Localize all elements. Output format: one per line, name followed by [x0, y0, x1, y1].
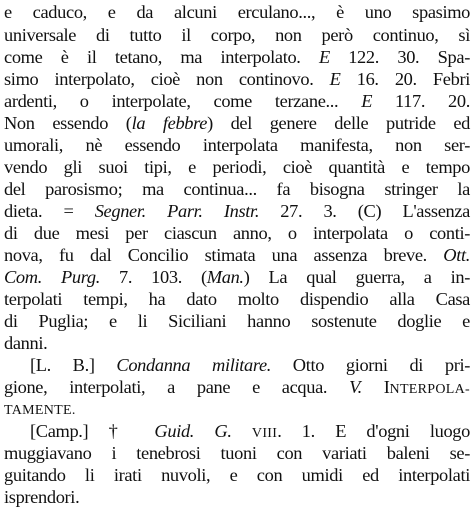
text-line: simo interpolato, cioè non continovo. E 16. 20. Febri — [4, 69, 470, 89]
roman-numeral: VIII — [251, 426, 278, 441]
text-line: Non essendo (la febbre) del genere delle putride ed — [4, 113, 470, 133]
text-line: danni. — [4, 333, 48, 353]
citation-source: Man. — [206, 267, 244, 287]
text-line: gione, interpolati, a pane e acqua. V. INTERPOLA- — [4, 377, 471, 397]
citation-source: Com. Purg. — [4, 267, 100, 287]
text-line: universale di tutto il corpo, non però continuo, sì — [4, 25, 470, 45]
text-line — [4, 397, 76, 420]
text-line: come è il tetano, ma interpolato. E 122. 30. Spa- — [4, 47, 470, 67]
text-line: Com. Purg. 7. 103. (Man.) La qual guerra, a in- — [4, 267, 470, 287]
text-line: dieta. = Segner. Parr. Instr. 27. 3. (C) L'assenza — [4, 201, 470, 221]
text-line: umorali, nè essendo interpolata manifesta, non ser- — [4, 135, 470, 155]
italic-gloss: Condanna militare. — [116, 355, 272, 375]
cross-reference: NTERPOLA- — [389, 382, 471, 397]
dictionary-entry-page — [4, 0, 471, 507]
text-line: del parosismo; ma continua... fa bisogna stringer la — [4, 179, 470, 199]
citation-abbrev: E — [361, 91, 373, 111]
text-line: [Camp.] † Guid. G. VIII. 1. E d'ogni luogo — [30, 421, 470, 441]
text-line: vendo gli suoi tipi, e periodi, cioè quantità e tempo — [4, 157, 470, 177]
citation-abbrev: E — [329, 69, 341, 89]
text-line: di Puglia; e li Siciliani hanno sostenute doglie e — [4, 311, 470, 331]
citation-abbrev: V. — [349, 377, 362, 397]
text-line: [L. B.] Condanna militare. Otto giorni di pri- — [30, 355, 470, 375]
text-line: nova, fu dal Concilio stimata una assenza breve. Ott. — [4, 245, 470, 265]
text-line: ardenti, o interpolate, come terzane... E 117. 20. — [4, 91, 470, 111]
italic-gloss: la febbre — [131, 113, 208, 133]
text-line: guitando li irati nuvoli, e con umidi ed interpolati — [4, 465, 470, 485]
text-line: e caduco, e da alcuni erculano..., è uno spasimo — [4, 2, 470, 22]
text-line: terpolati tempi, ha dato molto dispendio alla Casa — [4, 289, 470, 309]
citation-source: Guid. G. — [154, 421, 232, 441]
text-line: isprendori. — [4, 487, 80, 507]
cross-reference: TAMENTE. — [4, 403, 76, 418]
text-line: di due mesi per ciascun anno, o interpolata o conti- — [4, 223, 470, 243]
citation-source: Segner. Parr. Instr. — [94, 201, 260, 221]
text-line: muggiavano i tenebrosi tuoni con variati baleni se- — [4, 443, 470, 463]
citation-source: Ott. — [443, 245, 470, 265]
citation-abbrev: E — [318, 47, 330, 67]
